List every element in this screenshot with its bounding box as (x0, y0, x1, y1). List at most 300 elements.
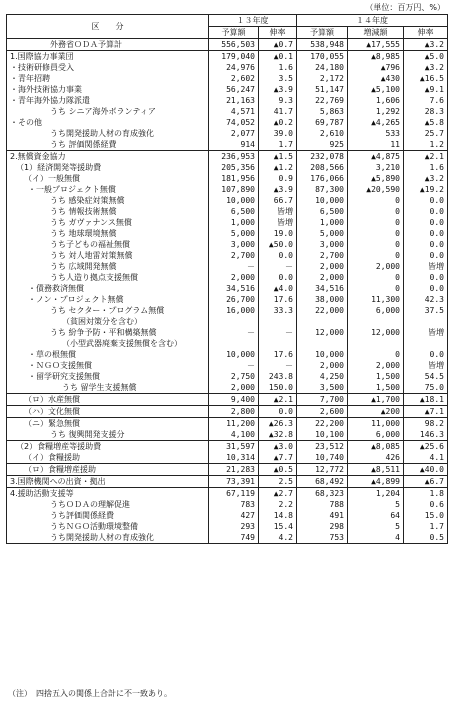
fy14-change-cell (348, 316, 404, 327)
fy13-budget-cell: 107,890 (209, 184, 259, 195)
table-row (7, 418, 448, 430)
fy13-growth-cell: ▲2.1 (259, 394, 297, 406)
fy14-growth-cell: ▲2.1 (404, 151, 448, 163)
fy14-change-cell: 0 (348, 228, 404, 239)
fy13-growth-cell: ▲0.2 (259, 117, 297, 128)
fy14-growth-cell: ▲9.1 (404, 84, 448, 95)
fy14-change-cell: 0 (348, 250, 404, 261)
fy13-growth-cell: 39.0 (259, 128, 297, 139)
row-label: うち 対人地雷対策無償 (7, 250, 209, 261)
fy13-growth-cell: － (259, 261, 297, 272)
fy13-growth-cell: 33.3 (259, 305, 297, 316)
table-row (7, 429, 448, 441)
fy13-growth-cell: 0.0 (259, 406, 297, 418)
fy13-budget-cell: 236,953 (209, 151, 259, 163)
fy13-budget-cell: 11,200 (209, 418, 259, 430)
row-label: うち 紛争予防・平和構築無償 (7, 327, 209, 338)
row-label: ・留学研究支援無償 (7, 371, 209, 382)
fy14-change-cell: 0 (348, 206, 404, 217)
fy13-header: １３年度 (209, 15, 297, 27)
table-row (7, 349, 448, 360)
table-row (7, 338, 448, 349)
table-row (7, 394, 448, 406)
table-row (7, 272, 448, 283)
row-label: （ロ）食糧増産援助 (7, 464, 209, 476)
fy14-change-cell: 6,000 (348, 429, 404, 441)
fy13-budget-cell: 10,314 (209, 452, 259, 464)
fy13-growth-cell: 1.6 (259, 62, 297, 73)
fy13-budget-cell: 10,000 (209, 195, 259, 206)
fy14-budget-cell: 38,000 (297, 294, 348, 305)
row-label: （イ）食糧援助 (7, 452, 209, 464)
fy13-budget-cell: 914 (209, 139, 259, 151)
fy14-growth-cell: 0.0 (404, 206, 448, 217)
fy14-change-cell: 0 (348, 272, 404, 283)
fy14-growth-cell: 146.3 (404, 429, 448, 441)
fy14-budget-cell: 2,172 (297, 73, 348, 84)
fy14-growth-cell: 37.5 (404, 305, 448, 316)
fy14-change-cell: 533 (348, 128, 404, 139)
fy14-growth-cell: 0.0 (404, 250, 448, 261)
row-label: うちＯＤＡの理解促進 (7, 499, 209, 510)
fy13-budget-cell (209, 316, 259, 327)
fy13-growth-cell: ▲2.7 (259, 488, 297, 500)
fy13-budget-cell: 4,100 (209, 429, 259, 441)
fy13-budget-cell: － (209, 360, 259, 371)
fy14-growth-cell: 15.0 (404, 510, 448, 521)
fy14-growth-cell: 0.0 (404, 228, 448, 239)
fy13-growth-cell: 0.0 (259, 272, 297, 283)
fy14-budget-cell: 7,700 (297, 394, 348, 406)
fy13-growth-cell: 14.8 (259, 510, 297, 521)
table-row (7, 39, 448, 51)
fy14-change-cell: 1,204 (348, 488, 404, 500)
fy14-growth-cell: ▲5.0 (404, 51, 448, 63)
fy13-budget-cell: 10,000 (209, 349, 259, 360)
fy14-growth-cell (404, 316, 448, 327)
row-label: ・債務救済無償 (7, 283, 209, 294)
fy14-change-cell: ▲796 (348, 62, 404, 73)
fy13-budget-cell: 56,247 (209, 84, 259, 95)
table-row (7, 217, 448, 228)
row-label: 外務省ＯＤＡ予算計 (7, 39, 209, 51)
fy14-change-cell: ▲17,555 (348, 39, 404, 51)
fy14-change-cell: 0 (348, 217, 404, 228)
fy14-budget-cell: 5,863 (297, 106, 348, 117)
row-label: （ハ）文化無償 (7, 406, 209, 418)
fy14-budget-cell: 10,740 (297, 452, 348, 464)
fy13-growth-cell: 17.6 (259, 294, 297, 305)
fy13-budget-cell: － (209, 261, 259, 272)
fy13-budget-cell: 16,000 (209, 305, 259, 316)
fy14-budget-cell: 925 (297, 139, 348, 151)
fy14-growth-cell: 1.2 (404, 139, 448, 151)
table-row (7, 316, 448, 327)
row-label: ・草の根無償 (7, 349, 209, 360)
table-row (7, 371, 448, 382)
table-row (7, 228, 448, 239)
row-label: （1）経済開発等援助費 (7, 162, 209, 173)
fy14-growth-cell: 4.1 (404, 452, 448, 464)
fy14-change-cell: ▲8,985 (348, 51, 404, 63)
fy13-budget-cell: 3,000 (209, 239, 259, 250)
fy13-budget-cell: 34,516 (209, 283, 259, 294)
fy14-budget-cell: 298 (297, 521, 348, 532)
fy13-budget-cell: － (209, 327, 259, 338)
fy13-growth-cell: 2.2 (259, 499, 297, 510)
fy14-change-cell: 11,000 (348, 418, 404, 430)
row-label: 3.国際機関への出資・拠出 (7, 476, 209, 488)
fy14-growth-cell: ▲18.1 (404, 394, 448, 406)
table-row (7, 151, 448, 163)
table-row (7, 84, 448, 95)
fy13-budget-cell: 24,976 (209, 62, 259, 73)
table-row (7, 510, 448, 521)
fy14-budget-cell: 24,180 (297, 62, 348, 73)
fy13-growth-cell: 2.5 (259, 476, 297, 488)
fy13-growth-cell (259, 316, 297, 327)
row-label: うち 評価関係経費 (7, 139, 209, 151)
fy14-budget-cell: 22,200 (297, 418, 348, 430)
fy14-change-cell: ▲4,265 (348, 117, 404, 128)
row-label: うち シニア海外ボランティア (7, 106, 209, 117)
fy14-budget-cell: 12,000 (297, 327, 348, 338)
fy14-growth-cell: 28.3 (404, 106, 448, 117)
fy14-change-cell: ▲4,899 (348, 476, 404, 488)
table-row (7, 106, 448, 117)
fy13-budget-cell: 2,000 (209, 382, 259, 394)
fy14-budget-cell: 208,566 (297, 162, 348, 173)
fy14-growth-cell: 25.7 (404, 128, 448, 139)
table-row (7, 360, 448, 371)
fy14-budget-cell: 2,700 (297, 250, 348, 261)
row-label: 1.国際協力事業団 (7, 51, 209, 63)
fy13-budget-cell: 9,400 (209, 394, 259, 406)
fy13-growth-cell: ▲0.5 (259, 464, 297, 476)
fy13-budget-cell: 427 (209, 510, 259, 521)
fy14-budget-cell: 232,078 (297, 151, 348, 163)
row-label: うち 情報技術無償 (7, 206, 209, 217)
fy13-budget-header: 予算額 (209, 27, 259, 39)
fy14-change-cell: 3,210 (348, 162, 404, 173)
row-label: うち 復興開発支援分 (7, 429, 209, 441)
fy13-budget-cell: 783 (209, 499, 259, 510)
fy13-budget-cell: 4,571 (209, 106, 259, 117)
row-label: うち 広域開発無償 (7, 261, 209, 272)
fy14-change-cell: 0 (348, 195, 404, 206)
table-row (7, 294, 448, 305)
row-label: 4.援助活動支援等 (7, 488, 209, 500)
fy14-change-cell: 11,300 (348, 294, 404, 305)
fy14-growth-cell: 98.2 (404, 418, 448, 430)
table-body (7, 39, 448, 544)
table-row (7, 441, 448, 453)
fy14-budget-cell: 87,300 (297, 184, 348, 195)
fy13-budget-cell: 73,391 (209, 476, 259, 488)
fy13-budget-cell: 1,000 (209, 217, 259, 228)
table-row (7, 184, 448, 195)
fy13-budget-cell (209, 338, 259, 349)
fy13-growth-cell: ▲1.5 (259, 151, 297, 163)
row-label: ・ＮＧＯ支援無償 (7, 360, 209, 371)
row-label: ・その他 (7, 117, 209, 128)
fy14-growth-cell: 皆増 (404, 327, 448, 338)
fy13-growth-cell: 41.7 (259, 106, 297, 117)
oda-budget-table (6, 14, 448, 544)
fy13-budget-cell: 205,356 (209, 162, 259, 173)
fy14-change-cell: 64 (348, 510, 404, 521)
fy13-growth-cell: 150.0 (259, 382, 297, 394)
fy14-budget-cell: 22,000 (297, 305, 348, 316)
fy13-growth-cell: ▲0.7 (259, 39, 297, 51)
fy13-growth-cell: ▲50.0 (259, 239, 297, 250)
fy14-change-cell: 1,292 (348, 106, 404, 117)
fy14-growth-cell: 0.0 (404, 217, 448, 228)
fy14-change-cell: 4 (348, 532, 404, 544)
row-label: うち 地球環境無償 (7, 228, 209, 239)
fy14-change-cell: ▲8,085 (348, 441, 404, 453)
fy13-budget-cell: 26,700 (209, 294, 259, 305)
fy14-budget-cell: 4,250 (297, 371, 348, 382)
fy14-change-cell: ▲200 (348, 406, 404, 418)
row-label: （ニ）緊急無償 (7, 418, 209, 430)
fy14-budget-cell: 22,769 (297, 95, 348, 106)
fy13-growth-cell: 9.3 (259, 95, 297, 106)
fy13-growth-cell: 15.4 (259, 521, 297, 532)
fy13-budget-cell: 293 (209, 521, 259, 532)
fy13-budget-cell: 2,602 (209, 73, 259, 84)
fy13-growth-header: 伸率 (259, 27, 297, 39)
fy14-change-cell: ▲8,511 (348, 464, 404, 476)
row-label: ・青年海外協力隊派遣 (7, 95, 209, 106)
fy14-change-cell: ▲5,890 (348, 173, 404, 184)
fy13-budget-cell: 6,500 (209, 206, 259, 217)
row-label: うち子どもの福祉無償 (7, 239, 209, 250)
fy14-growth-cell: ▲19.2 (404, 184, 448, 195)
row-label: （小型武器廃棄支援無償を含む） (7, 338, 209, 349)
fy14-growth-cell: 7.6 (404, 95, 448, 106)
fy13-growth-cell: ▲3.9 (259, 84, 297, 95)
fy14-growth-cell: ▲5.8 (404, 117, 448, 128)
fy13-growth-cell: － (259, 327, 297, 338)
fy14-budget-cell: 5,000 (297, 228, 348, 239)
fy14-change-cell: ▲430 (348, 73, 404, 84)
fy14-budget-cell (297, 338, 348, 349)
fy13-budget-cell: 181,956 (209, 173, 259, 184)
fy14-growth-cell: ▲3.2 (404, 173, 448, 184)
row-label: うち 留学生支援無償 (7, 382, 209, 394)
fy14-change-cell: 6,000 (348, 305, 404, 316)
fy14-growth-cell: ▲7.1 (404, 406, 448, 418)
fy14-growth-cell: 皆増 (404, 360, 448, 371)
fy14-budget-cell: 68,492 (297, 476, 348, 488)
fy13-growth-cell: 19.0 (259, 228, 297, 239)
fy13-budget-cell: 2,077 (209, 128, 259, 139)
fy14-change-cell: 2,000 (348, 261, 404, 272)
fy14-growth-cell: 0.0 (404, 349, 448, 360)
fy14-change-cell: 0 (348, 283, 404, 294)
row-label: うち開発援助人材の育成強化 (7, 532, 209, 544)
fy14-growth-cell: 1.8 (404, 488, 448, 500)
row-label: ・ノン・プロジェクト無償 (7, 294, 209, 305)
fy14-change-cell: 426 (348, 452, 404, 464)
table-row (7, 95, 448, 106)
row-label: （イ）一般無償 (7, 173, 209, 184)
row-label: 2.無償資金協力 (7, 151, 209, 163)
table-row (7, 239, 448, 250)
fy14-header: １４年度 (297, 15, 448, 27)
fy14-budget-cell: 2,000 (297, 261, 348, 272)
fy13-budget-cell: 5,000 (209, 228, 259, 239)
fy13-budget-cell: 179,040 (209, 51, 259, 63)
fy14-growth-cell: 0.0 (404, 283, 448, 294)
table-row (7, 283, 448, 294)
fy14-budget-cell: 10,100 (297, 429, 348, 441)
fy13-growth-cell (259, 338, 297, 349)
fy14-change-cell: ▲5,100 (348, 84, 404, 95)
table-row (7, 162, 448, 173)
row-label: うち評価関係経費 (7, 510, 209, 521)
fy13-growth-cell: 皆増 (259, 217, 297, 228)
fy14-growth-cell: ▲40.0 (404, 464, 448, 476)
fy13-growth-cell: ▲7.7 (259, 452, 297, 464)
fy14-growth-cell: 0.6 (404, 499, 448, 510)
fy14-budget-cell: 176,066 (297, 173, 348, 184)
fy14-change-cell: ▲20,590 (348, 184, 404, 195)
fy14-growth-cell: 75.0 (404, 382, 448, 394)
table-row (7, 139, 448, 151)
fy14-change-cell: 1,500 (348, 371, 404, 382)
fy14-budget-cell: 2,600 (297, 406, 348, 418)
fy14-budget-cell: 753 (297, 532, 348, 544)
fy14-budget-cell: 491 (297, 510, 348, 521)
table-row (7, 195, 448, 206)
fy14-change-cell: 2,000 (348, 360, 404, 371)
fy14-growth-cell: 0.5 (404, 532, 448, 544)
fy13-budget-cell: 749 (209, 532, 259, 544)
row-label: （2）食糧増産等援助費 (7, 441, 209, 453)
fy13-budget-cell: 21,163 (209, 95, 259, 106)
fy14-growth-cell: 皆増 (404, 261, 448, 272)
fy14-growth-cell: ▲3.2 (404, 39, 448, 51)
fy14-change-header: 増減額 (348, 27, 404, 39)
fy13-budget-cell: 2,750 (209, 371, 259, 382)
fy13-growth-cell: ▲26.3 (259, 418, 297, 430)
table-row (7, 452, 448, 464)
fy14-budget-cell: 23,512 (297, 441, 348, 453)
fy14-growth-cell: 1.6 (404, 162, 448, 173)
row-label: うち 感染症対策無償 (7, 195, 209, 206)
fy14-budget-cell: 12,772 (297, 464, 348, 476)
fy13-growth-cell: ▲3.0 (259, 441, 297, 453)
fy14-change-cell: 0 (348, 349, 404, 360)
table-row (7, 206, 448, 217)
fy14-growth-cell (404, 338, 448, 349)
table-row (7, 488, 448, 500)
fy13-growth-cell: － (259, 360, 297, 371)
fy13-growth-cell: 0.9 (259, 173, 297, 184)
fy13-growth-cell: 4.2 (259, 532, 297, 544)
fy13-budget-cell: 2,800 (209, 406, 259, 418)
fy13-budget-cell: 67,119 (209, 488, 259, 500)
fy13-growth-cell: 17.6 (259, 349, 297, 360)
fy14-budget-cell: 3,500 (297, 382, 348, 394)
table-row (7, 117, 448, 128)
fy14-budget-cell: 2,610 (297, 128, 348, 139)
fy14-change-cell: ▲1,700 (348, 394, 404, 406)
fy14-budget-cell: 6,500 (297, 206, 348, 217)
fy13-growth-cell: ▲0.1 (259, 51, 297, 63)
row-label: うち セクター・プログラム無償 (7, 305, 209, 316)
table-row (7, 327, 448, 338)
fy14-budget-cell (297, 316, 348, 327)
fy13-growth-cell: 3.5 (259, 73, 297, 84)
fy13-growth-cell: ▲3.9 (259, 184, 297, 195)
fy14-budget-cell: 3,000 (297, 239, 348, 250)
fy14-change-cell: 5 (348, 521, 404, 532)
fy14-budget-cell: 10,000 (297, 349, 348, 360)
fy14-budget-cell: 10,000 (297, 195, 348, 206)
row-label: （貧困対策分を含む） (7, 316, 209, 327)
table-row (7, 261, 448, 272)
row-label: うちＮＧＯ活動環境整備 (7, 521, 209, 532)
fy14-budget-cell: 788 (297, 499, 348, 510)
table-row (7, 51, 448, 63)
fy14-change-cell: 1,500 (348, 382, 404, 394)
fy14-growth-cell: 0.0 (404, 239, 448, 250)
fy14-change-cell: 12,000 (348, 327, 404, 338)
fy14-change-cell: 5 (348, 499, 404, 510)
row-label: ・海外技術協力事業 (7, 84, 209, 95)
fy13-budget-cell: 31,597 (209, 441, 259, 453)
fy13-budget-cell: 2,000 (209, 272, 259, 283)
category-header: 区 分 (7, 15, 209, 39)
unit-note: （単位：百万円、%） (365, 3, 445, 12)
row-label: うち開発援助人材の育成強化 (7, 128, 209, 139)
row-label: ・技術研修員受入 (7, 62, 209, 73)
fy14-budget-cell: 2,000 (297, 360, 348, 371)
fy14-growth-cell: ▲3.2 (404, 62, 448, 73)
table-row (7, 476, 448, 488)
fy14-growth-header: 伸率 (404, 27, 448, 39)
table-row (7, 73, 448, 84)
table-row (7, 128, 448, 139)
fy14-growth-cell: 1.7 (404, 521, 448, 532)
fy13-growth-cell: ▲1.2 (259, 162, 297, 173)
fy14-growth-cell: ▲6.7 (404, 476, 448, 488)
fy14-budget-cell: 538,948 (297, 39, 348, 51)
row-label: ・一般プロジェクト無償 (7, 184, 209, 195)
fy14-growth-cell: 0.0 (404, 195, 448, 206)
fy13-growth-cell: 0.0 (259, 250, 297, 261)
row-label: ・青年招聘 (7, 73, 209, 84)
fy14-growth-cell: ▲25.6 (404, 441, 448, 453)
table-row (7, 382, 448, 394)
fy13-growth-cell: ▲4.0 (259, 283, 297, 294)
fy14-budget-cell: 68,323 (297, 488, 348, 500)
fy14-change-cell: 1,606 (348, 95, 404, 106)
fy14-growth-cell: ▲16.5 (404, 73, 448, 84)
fy13-budget-cell: 2,700 (209, 250, 259, 261)
row-label: うち ガヴァナンス無償 (7, 217, 209, 228)
fy13-growth-cell: 243.8 (259, 371, 297, 382)
fy13-growth-cell: 66.7 (259, 195, 297, 206)
table-row (7, 406, 448, 418)
table-row (7, 499, 448, 510)
table-row (7, 305, 448, 316)
fy13-budget-cell: 21,283 (209, 464, 259, 476)
fy14-budget-cell: 69,787 (297, 117, 348, 128)
